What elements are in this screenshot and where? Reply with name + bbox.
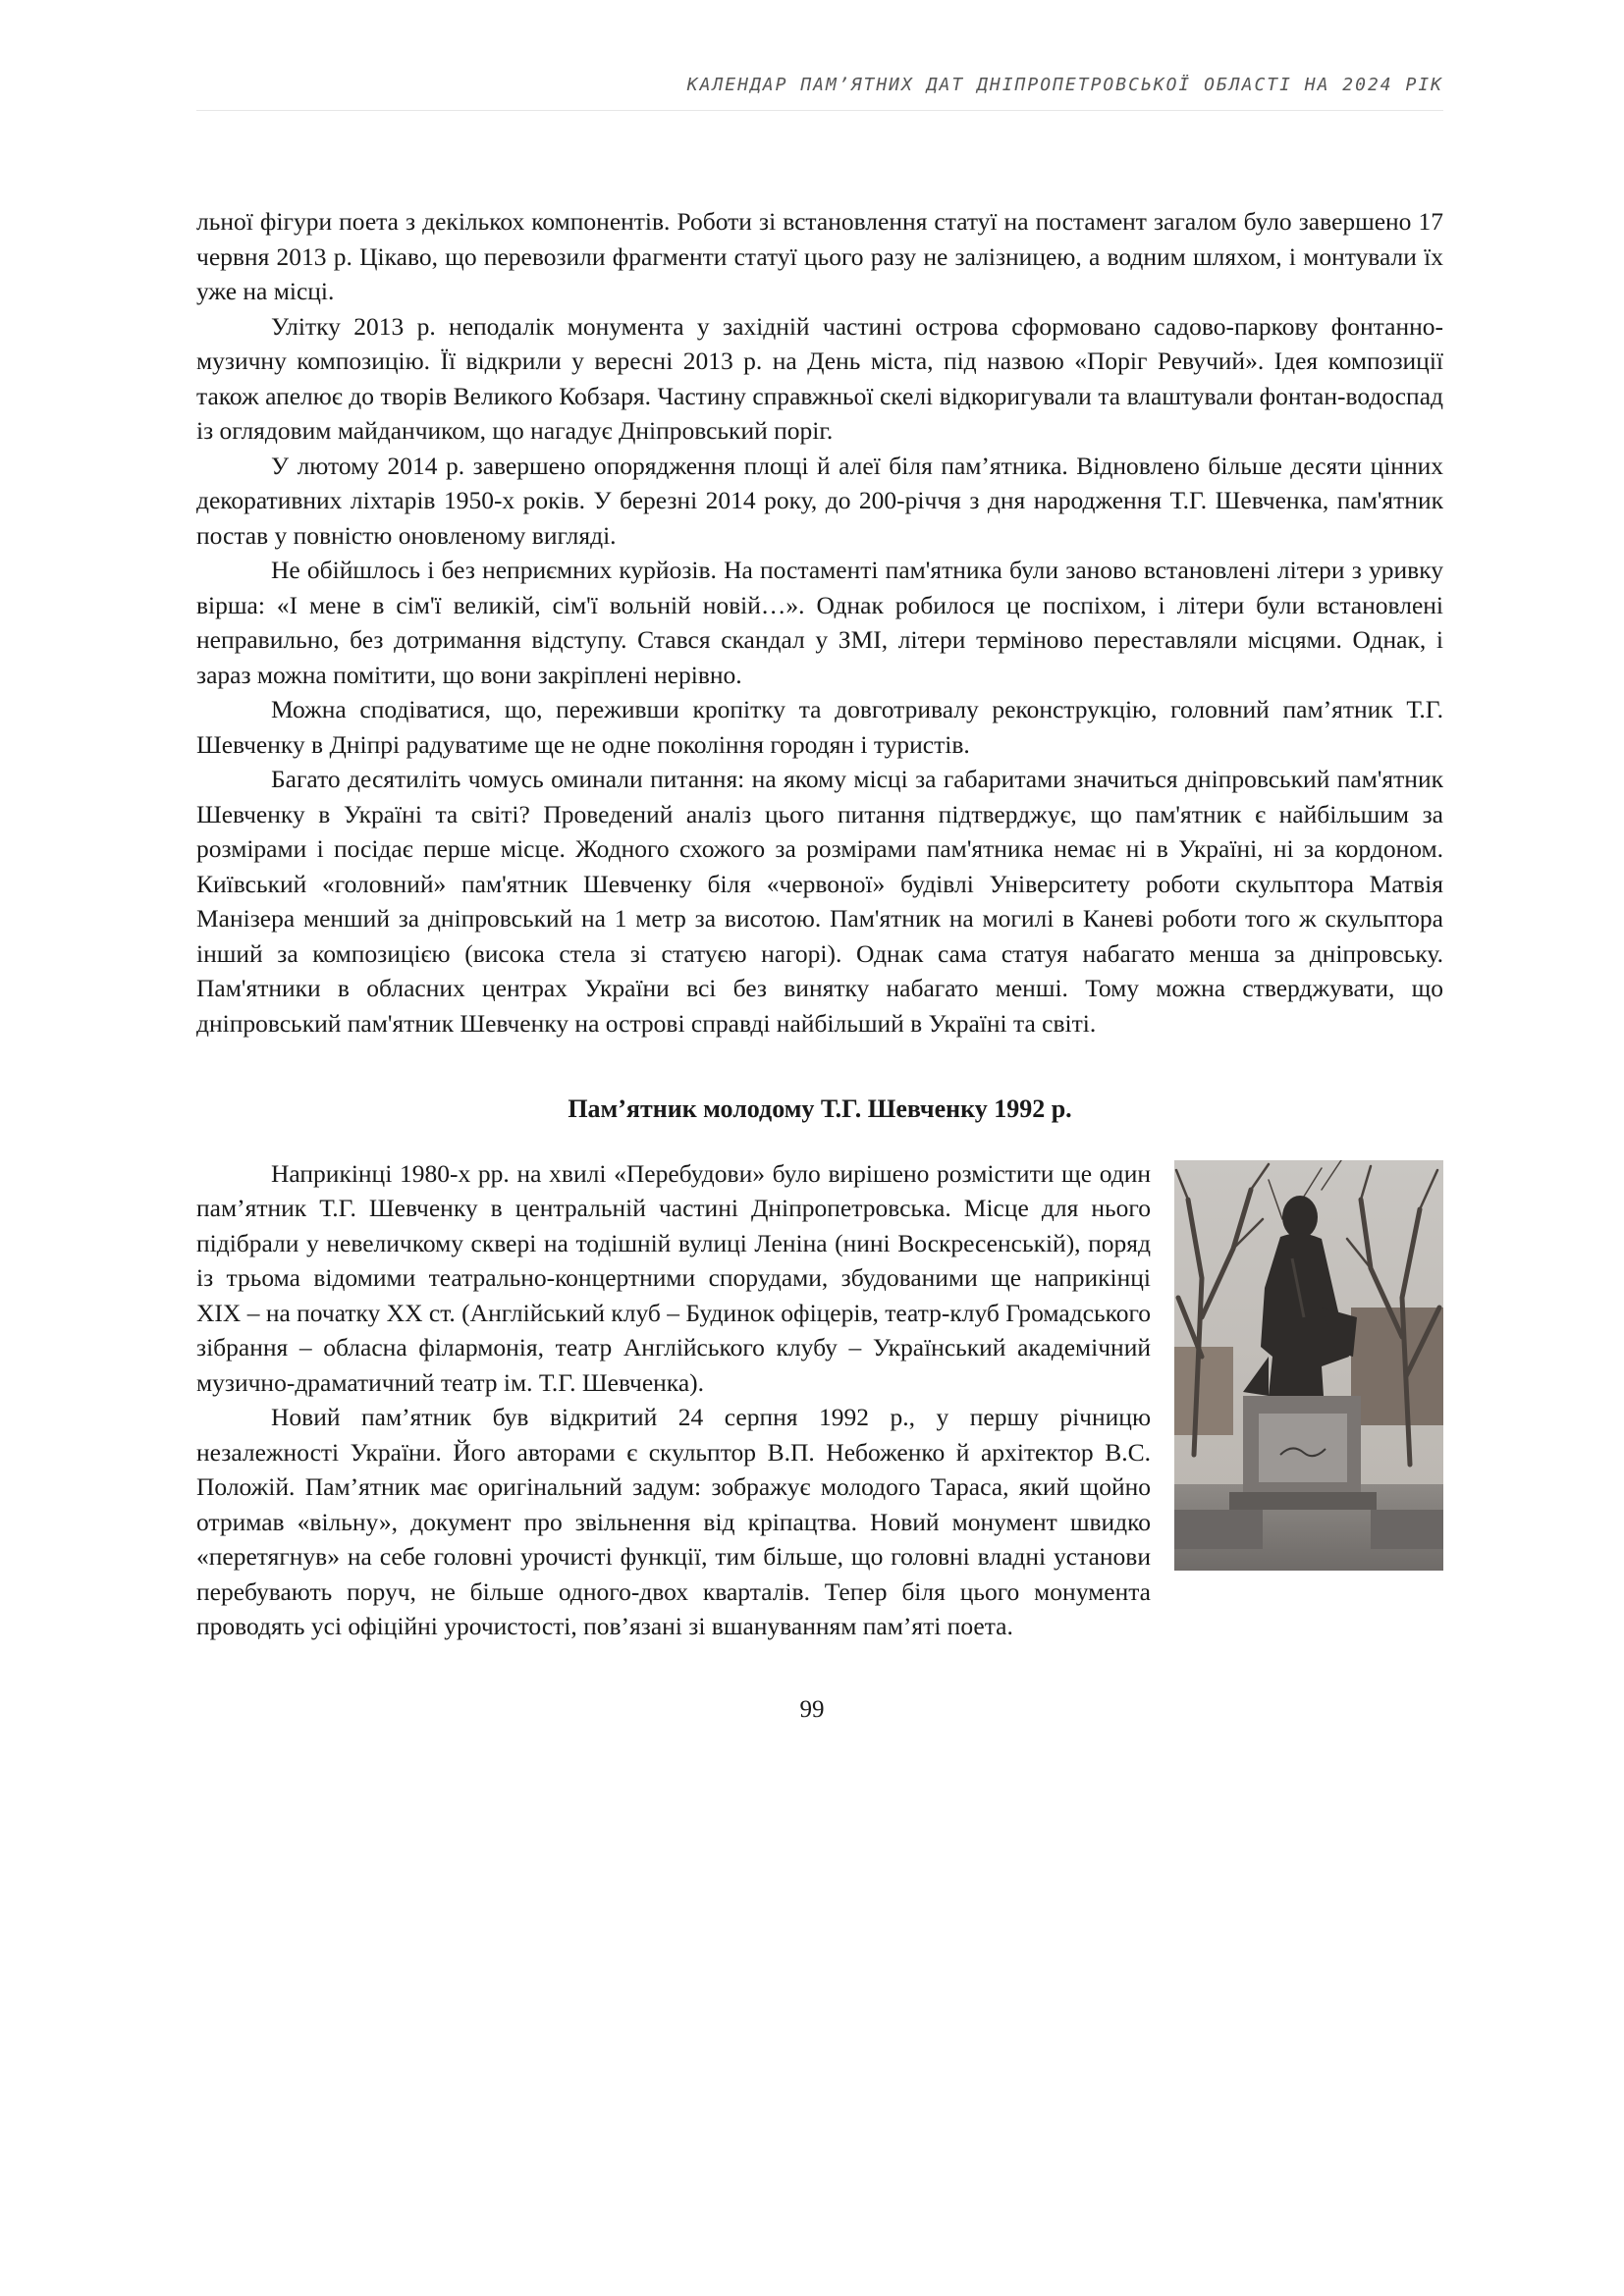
section-heading: Пам’ятник молодому Т.Г. Шевченку 1992 р. xyxy=(568,1095,1072,1123)
section-paragraph: Новий пам’ятник був відкритий 24 серпня 1992 р., у першу річницю незалежності України. Його авторами є скульптор В.П. Небоженко й архітектор В.С. Положій. Пам’ятник має оригінальний задум: зображує молодого Тараса, який щойно отримав «вільну», документ про звільнення від кріпацтва. Новий монумент швидко «перетягнув» на себе головні урочисті функції, тим більше, що головні владні установи перебувають поруч, не більше одного-двох кварталів. Тепер біля цього монумента проводять усі офіційні урочистості, пов’язані зі вшануванням пам’яті поета. xyxy=(196,1403,1151,1640)
body-paragraph: Не обійшлось і без неприємних курйозів. На постаменті пам'ятника були заново встановлені літери з уривку вірша: «І мене в сім'ї великій, сім'ї вольній новій…». Однак робилося це поспіхом, і літери були встановлені неправильно, без дотримання відступу. Стався скандал у ЗМІ, літери терміново переставляли місцями. Однак, і зараз можна помітити, що вони закріплені нерівно. xyxy=(196,556,1443,689)
monument-photo xyxy=(1174,1160,1443,1571)
page-body xyxy=(196,204,1443,1644)
body-paragraph: У лютому 2014 р. завершено опорядження площі й алеї біля пам’ятника. Відновлено більше десяти цінних декоративних ліхтарів 1950-х років. У березні 2014 року, до 200-річчя з дня народження Т.Г. Шевченка, пам'ятник постав у повністю оновленому вигляді. xyxy=(196,451,1443,550)
body-paragraph: Улітку 2013 р. неподалік монумента у західній частині острова сформовано садово-паркову фонтанно-музичну композицію. Її відкрили у вересні 2013 р. на День міста, під назвою «Поріг Ревучий». Ідея композиції також апелює до творів Великого Кобзаря. Частину справжньої скелі відкоригували та влаштували фонтан-водоспад із оглядовим майданчиком, що нагадує Дніпровський поріг. xyxy=(196,311,1443,445)
body-paragraph: льної фігури поета з декількох компонентів. Роботи зі встановлення статуї на постамент загалом було завершено 17 червня 2013 р. Цікаво, що перевозили фрагменти статуї цього разу не залізницею, а водним шляхом, і монтували їх уже на місці. xyxy=(196,207,1443,305)
page-number: 99 xyxy=(799,1696,825,1723)
running-header: КАЛЕНДАР ПАМ’ЯТНИХ ДАТ ДНІПРОПЕТРОВСЬКОЇ ОБЛАСТІ НА 2024 РІК xyxy=(686,75,1443,95)
section-paragraph: Наприкінці 1980-х рр. на хвилі «Перебудови» було вирішено розмістити ще один пам’ятник Т.Г. Шевченку в центральній частині Дніпропетровська. Місце для нього підібрали у невеличкому сквері на тодішній вулиці Леніна (нині Воскресенській), поряд із трьома відомими театрально-концертними спорудами, збудованими ще наприкінці XIX – на початку XX ст. (Англійський клуб – Будинок офіцерів, театр-клуб Громадського зібрання – обласна філармонія, театр Англійського клубу – Український академічний музично-драматичний театр ім. Т.Г. Шевченка). xyxy=(196,1158,1152,1397)
body-paragraph: Багато десятиліть чомусь оминали питання: на якому місці за габаритами значиться дніпровський пам'ятник Шевченку в Україні та світі? Проведений аналіз цього питання підтверджує, що пам'ятник є найбільшим за розмірами і посідає перше місце. Жодного схожого за розмірами пам'ятника немає ні в Україні, ні за кордоном. Київський «головний» пам'ятник Шевченку біля «червоної» будівлі Університету роботи скульптора Матвія Манізера менший за дніпровський на 1 метр за висотою. Пам'ятник на могилі в Каневі роботи того ж скульптора інший за композицією (висока стела зі статуєю нагорі). Однак сама статуя набагато менша за дніпровську. Пам'ятники в обласних центрах України всі без винятку набагато менші. Тому можна стверджувати, що дніпровський пам'ятник Шевченку на острові справді найбільший в Україні та світі. xyxy=(196,765,1443,1038)
header-rule xyxy=(196,110,1443,111)
body-paragraph: Можна сподіватися, що, переживши кропітку та довготривалу реконструкцію, головний пам’ятник Т.Г. Шевченку в Дніпрі радуватиме ще не одне покоління городян і туристів. xyxy=(196,695,1443,759)
